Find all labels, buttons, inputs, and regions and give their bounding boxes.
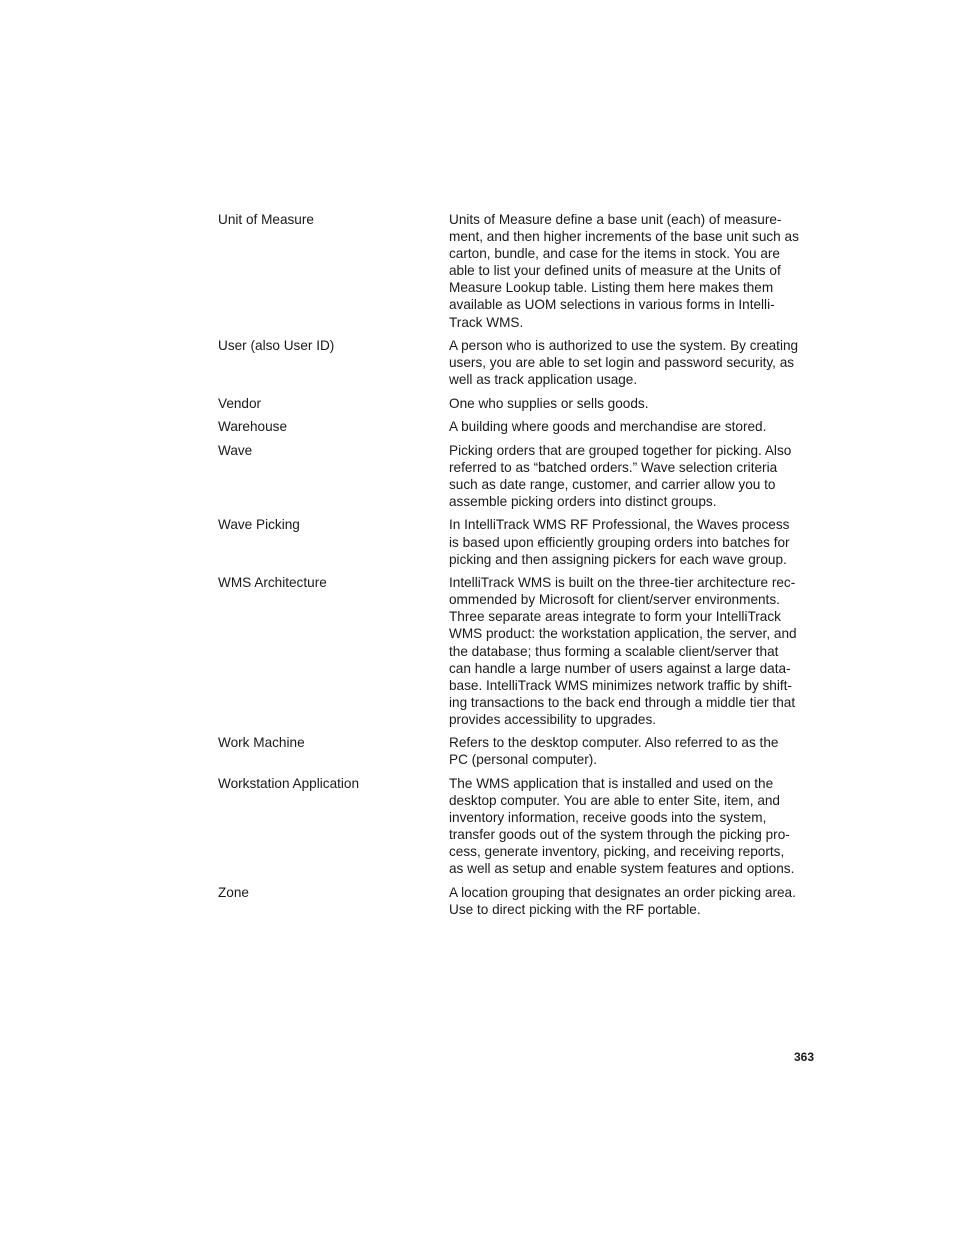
glossary-term: Unit of Measure — [218, 212, 314, 227]
glossary-definition: IntelliTrack WMS is built on the three-tier architecture rec- ommended by Microsoft for client/server environments. Three separate areas integrate to form your IntelliTrack WMS product: the workstation application, the server, and the database; thus forming a scalable client/server that can handle a large number of users against a large data- base. IntelliTrack WMS minimizes network traffic by shift- ing transactions to the back end through a middle tier that provides accessibility to upgrades. — [449, 575, 797, 727]
glossary-entry-work-machine — [218, 734, 818, 768]
glossary-term: Workstation Application — [218, 775, 360, 791]
glossary-term: Work Machine — [218, 735, 305, 751]
glossary-definition: A location grouping that designates an order picking area. Use to direct picking with the RF portable. — [449, 884, 796, 917]
glossary-term: Zone — [218, 884, 249, 900]
glossary-definition: Units of Measure define a base unit (each) of measure- ment, and then higher increments of the base unit such as carton, bundle, and case for the items in stock. You are able to list your defined units of measure at the Units of Measure Lookup table. Listing them here makes them available as UOM selections in various forms in Intelli- Track WMS. — [449, 212, 799, 330]
glossary-term: User (also User ID) — [218, 338, 335, 354]
glossary-entry-unit-of-measure — [218, 211, 818, 331]
glossary-entry-wms-architecture — [218, 574, 818, 728]
glossary-definition: Picking orders that are grouped together for picking. Also referred to as “batched orders.” Wave selection criteria such as date range, customer, and carrier allow you to assemble picking orders into distinct groups. — [449, 442, 792, 509]
glossary-term: Vendor — [218, 395, 262, 411]
glossary-entry-user — [218, 337, 818, 388]
glossary-definition: A person who is authorized to use the system. By creating users, you are able to set login and password security, as well as track application usage. — [449, 338, 799, 388]
glossary-term: Warehouse — [218, 419, 288, 435]
glossary-list — [218, 211, 818, 924]
glossary-definition: The WMS application that is installed and used on the desktop computer. You are able to enter Site, item, and inventory information, receive goods into the system, transfer goods out of the system through the picking pro- cess, generate inventory, picking, and receiving reports, as well as setup and enable system features and options. — [449, 775, 795, 877]
glossary-term: Wave — [218, 442, 253, 458]
glossary-entry-wave-picking — [218, 516, 818, 567]
glossary-term: WMS Architecture — [218, 575, 327, 591]
glossary-definition: In IntelliTrack WMS RF Professional, the Waves process is based upon efficiently grouping orders into batches for picking and then assigning pickers for each wave group. — [449, 517, 790, 567]
glossary-entry-vendor — [218, 395, 818, 412]
glossary-entry-wave — [218, 442, 818, 510]
glossary-definition: Refers to the desktop computer. Also referred to as the PC (personal computer). — [449, 735, 779, 768]
glossary-entry-zone — [218, 884, 818, 918]
glossary-entry-workstation-application — [218, 775, 818, 878]
page-number: 363 — [793, 1050, 814, 1064]
glossary-definition: A building where goods and merchandise are stored. — [449, 419, 767, 435]
glossary-definition: One who supplies or sells goods. — [449, 395, 649, 411]
glossary-entry-warehouse — [218, 418, 818, 435]
glossary-term: Wave Picking — [218, 517, 300, 533]
